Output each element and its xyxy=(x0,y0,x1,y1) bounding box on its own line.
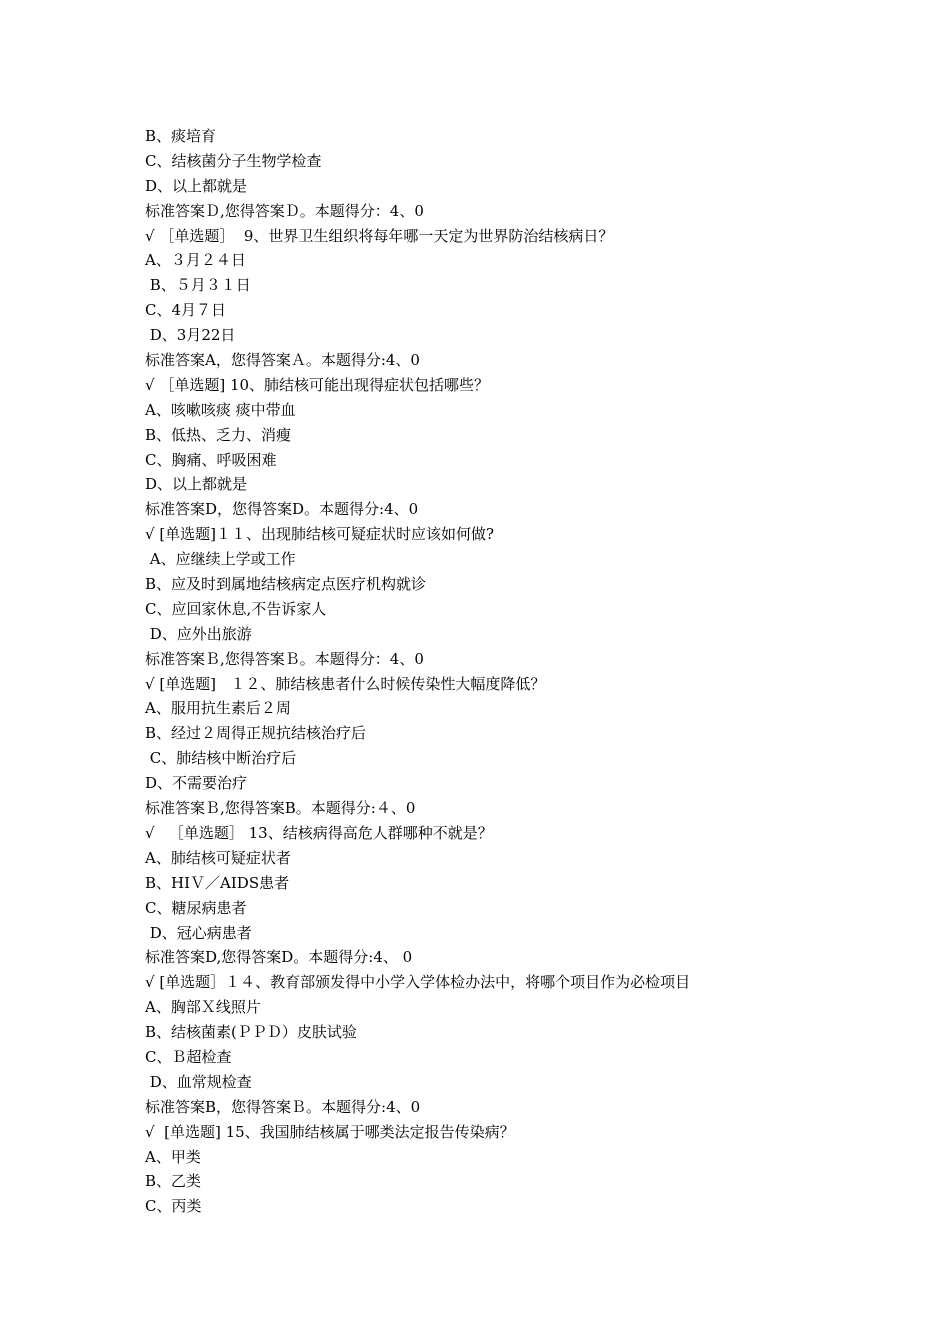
text-line: 标准答案Ｄ,您得答案Ｄ。本题得分：4、0 xyxy=(145,201,424,220)
text-line: A、咳嗽咳痰 痰中带血 xyxy=(145,400,296,419)
text-line: C、胸痛、呼吸困难 xyxy=(145,450,277,469)
text-line: 标准答案B，您得答案Ｂ。本题得分:4、0 xyxy=(145,1097,421,1116)
text-line: 标准答案Ｂ,您得答案Ｂ。本题得分：4、0 xyxy=(145,649,424,668)
text-line: 标准答案D，您得答案D。本题得分:4、0 xyxy=(145,500,419,519)
text-line: A、甲类 xyxy=(145,1147,201,1166)
text-line: √ ［单选题] 10、肺结核可能出现得症状包括哪些？ xyxy=(145,375,490,394)
text-line: A、胸部Ｘ线照片 xyxy=(145,998,261,1017)
text-line: C、4月７日 xyxy=(145,301,227,320)
text-line: C、丙类 xyxy=(145,1197,202,1216)
text-line: B、经过２周得正规抗结核治疗后 xyxy=(145,724,367,743)
text-line: D、应外出旅游 xyxy=(145,624,252,643)
text-line: B、痰培育 xyxy=(145,127,217,145)
text-line: √ [单选题］１４、教育部颁发得中小学入学体检办法中，将哪个项目作为必检项目 xyxy=(145,973,691,992)
text-line: A、３月２４日 xyxy=(145,251,246,270)
text-line: D、以上都就是 xyxy=(145,475,248,494)
text-line: D、3月22日 xyxy=(145,326,236,345)
text-line: √ ［单选题］ 9、世界卫生组织将每年哪一天定为世界防治结核病日？ xyxy=(145,226,614,245)
text-line: 标准答案Ｂ,您得答案B。本题得分:４、0 xyxy=(145,799,416,818)
text-line: √ [单选题]１１、出现肺结核可疑症状时应该如何做? xyxy=(145,525,495,544)
text-line: D、以上都就是 xyxy=(145,176,248,195)
text-line: D、不需要治疗 xyxy=(145,774,248,793)
text-line: B、结核菌素(ＰＰＤ）皮肤试验 xyxy=(145,1023,357,1042)
text-line: B、乙类 xyxy=(145,1172,202,1191)
text-line: B、HIＶ／AIDS患者 xyxy=(145,873,290,892)
quiz-text-block xyxy=(145,124,805,1219)
text-line: C、Ｂ超检查 xyxy=(145,1047,232,1066)
text-line: A、肺结核可疑症状者 xyxy=(145,848,291,867)
text-line: B、５月３１日 xyxy=(145,276,251,295)
text-line: C、肺结核中断治疗后 xyxy=(145,749,297,768)
text-line: D、冠心病患者 xyxy=(145,923,252,942)
text-line: 标准答案A，您得答案Ａ。本题得分:4、0 xyxy=(145,351,420,370)
text-line: B、应及时到属地结核病定点医疗机构就诊 xyxy=(145,575,427,594)
text-line: A、服用抗生素后２周 xyxy=(145,699,291,718)
text-line: B、低热、乏力、消瘦 xyxy=(145,425,292,444)
text-line: √ ［单选题］ 13、结核病得高危人群哪种不就是？ xyxy=(145,823,493,842)
text-line: C、结核菌分子生物学检查 xyxy=(145,151,322,170)
text-line: √ [单选题] １２、肺结核患者什么时候传染性大幅度降低？ xyxy=(145,674,546,693)
text-line: A、应继续上学或工作 xyxy=(145,550,296,569)
text-line: √ [单选题] 15、我国肺结核属于哪类法定报告传染病？ xyxy=(145,1122,515,1141)
text-line: C、糖尿病患者 xyxy=(145,898,247,917)
text-line: C、应回家休息,不告诉家人 xyxy=(145,599,327,618)
text-line: D、血常规检查 xyxy=(145,1072,252,1091)
text-line: 标准答案D,您得答案D。本题得分:4、 0 xyxy=(145,948,413,967)
